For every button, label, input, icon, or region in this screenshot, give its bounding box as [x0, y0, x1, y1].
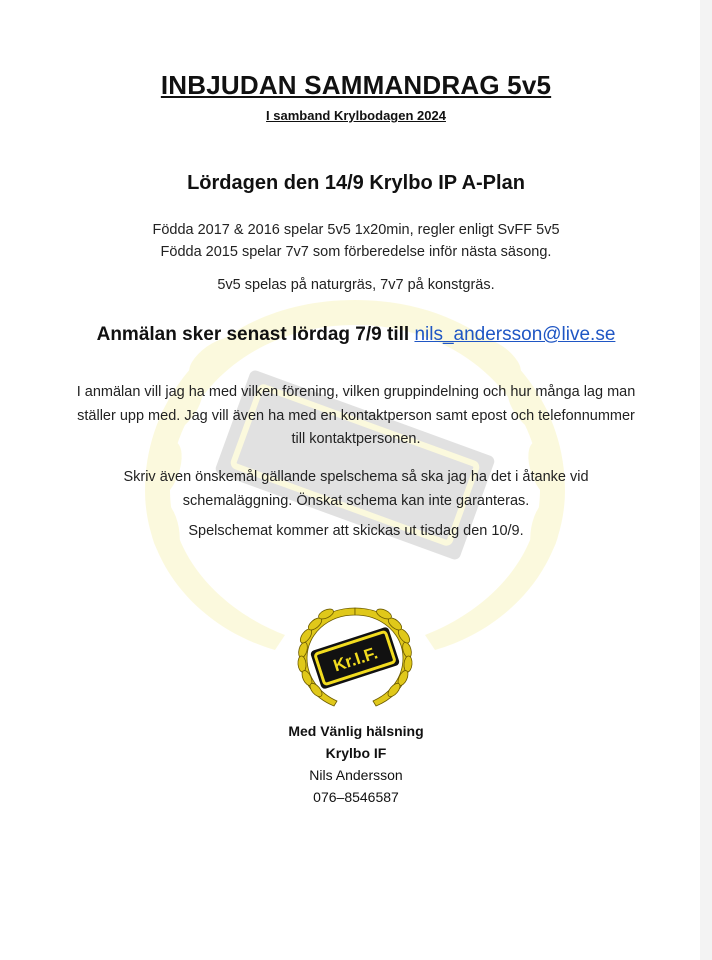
- page-subtitle: I samband Krylbodagen 2024: [266, 108, 446, 123]
- signature-name: Nils Andersson: [309, 767, 403, 783]
- logo-text: Kr.I.F.: [330, 643, 380, 676]
- signature-phone: 076–8546587: [313, 789, 399, 805]
- signup-email-link[interactable]: nils_andersson@live.se: [414, 324, 616, 345]
- info-line: 5v5 spelas på naturgräs, 7v7 på konstgräs.: [217, 277, 495, 293]
- paragraph-schedule-wishes: Skriv även önskemål gällande spelschema så ska jag ha det i åtanke vid schemaläggning. Önskat schema kan inte garanteras.: [123, 469, 589, 509]
- paragraph-registration: I anmälan vill jag ha med vilken förening, vilken gruppindelning och hur många lag man ställer upp med. Jag vill även ha med en kontaktperson samt epost och telefonnummer till kontaktpersonen.: [76, 384, 636, 447]
- info-line: Födda 2015 spelar 7v7 som förberedelse inför nästa säsong.: [160, 244, 552, 260]
- signature-greeting: Med Vänlig hälsning: [288, 723, 424, 739]
- paragraph-schedule-send: Spelschemat kommer att skickas ut tisdag den 10/9.: [188, 523, 524, 539]
- signup-text: Anmälan sker senast lördag 7/9 till: [96, 324, 410, 345]
- page-title: INBJUDAN SAMMANDRAG 5v5: [160, 70, 552, 100]
- krif-logo-icon: [288, 600, 422, 712]
- info-line: Födda 2017 & 2016 spelar 5v5 1x20min, regler enligt SvFF 5v5: [152, 222, 560, 238]
- signature-club: Krylbo IF: [325, 745, 387, 761]
- signup-line: [0, 324, 712, 346]
- date-heading: Lördagen den 14/9 Krylbo IP A-Plan: [187, 172, 525, 194]
